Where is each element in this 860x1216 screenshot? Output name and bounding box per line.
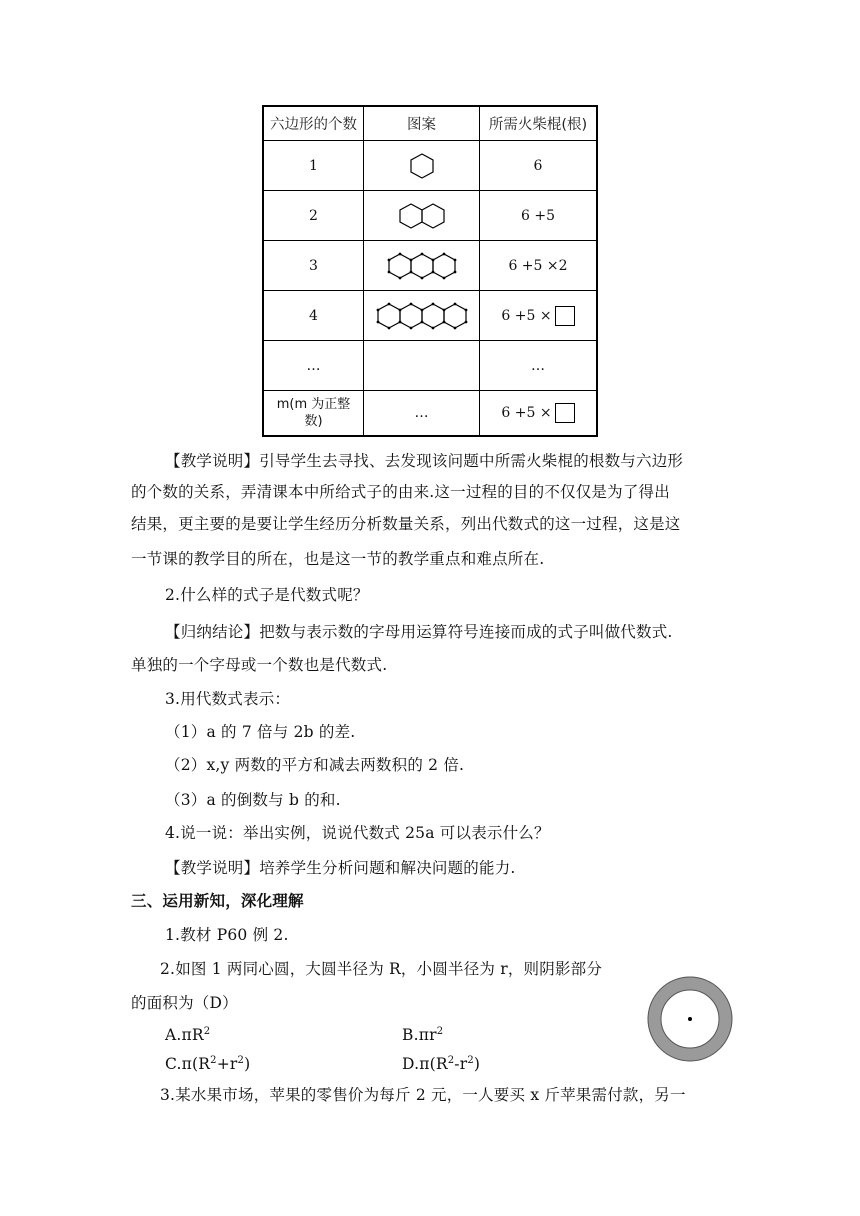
teaching-note-line: 结果，更主要的是要让学生经历分析数量关系，列出代数式的这一过程，这是这 bbox=[131, 515, 681, 533]
hexagon-4-icon bbox=[375, 301, 469, 331]
table-row bbox=[264, 341, 596, 391]
exercise-1: 1.教材 P60 例 2. bbox=[165, 926, 289, 944]
sticks-expression: 6 +5 × bbox=[501, 405, 552, 421]
teaching-note-line: 一节课的教学目的所在，也是这一节的教学重点和难点所在. bbox=[131, 550, 545, 568]
teaching-note-2: 【教学说明】培养学生分析问题和解决问题的能力. bbox=[165, 859, 516, 877]
hexagon-1-icon bbox=[407, 151, 437, 181]
matchstick-table bbox=[262, 105, 598, 437]
center-point bbox=[688, 1017, 692, 1021]
cell-sticks bbox=[480, 291, 596, 341]
header-pattern: 图案 bbox=[364, 107, 480, 141]
hexagon-pattern-3 bbox=[364, 241, 480, 291]
question-3: 3.用代数式表示： bbox=[165, 690, 291, 708]
exercise-3: 3.某水果市场，苹果的零售价为每斤 2 元，一人要买 x 斤苹果需付款，另一 bbox=[160, 1086, 686, 1104]
table-row bbox=[264, 391, 596, 437]
cell-count: 2 bbox=[264, 191, 364, 241]
option-c[interactable] bbox=[165, 1049, 250, 1080]
table-header-row bbox=[264, 105, 596, 141]
exercise-2-line: 2.如图 1 两同心圆，大圆半径为 R，小圆半径为 r，则阴影部分 bbox=[160, 960, 603, 978]
hexagon-2-icon bbox=[397, 201, 447, 231]
cell-count: 3 bbox=[264, 241, 364, 291]
table-row bbox=[264, 291, 596, 341]
cell-sticks: 6 bbox=[480, 141, 596, 191]
table-row bbox=[264, 141, 596, 191]
option-a-text: A.πR bbox=[165, 1026, 204, 1044]
concentric-circles-figure bbox=[645, 975, 735, 1065]
hexagon-pattern-2 bbox=[364, 191, 480, 241]
teaching-note-line: 的个数的关系，弄清课本中所给式子的由来.这一过程的目的不仅仅是为了得出 bbox=[131, 483, 670, 501]
cell-sticks bbox=[480, 391, 596, 437]
cell-pattern: … bbox=[364, 391, 480, 437]
question-3-item: （2）x,y 两数的平方和减去两数积的 2 倍. bbox=[165, 756, 465, 774]
option-d-text: -r bbox=[454, 1055, 468, 1073]
cell-sticks: 6 +5 ×2 bbox=[480, 241, 596, 291]
superscript: 2 bbox=[447, 1054, 455, 1066]
superscript: 2 bbox=[203, 1025, 211, 1037]
blank-box bbox=[555, 306, 575, 326]
header-sticks: 所需火柴棍(根) bbox=[480, 107, 596, 141]
conclusion-line: 单独的一个字母或一个数也是代数式. bbox=[131, 656, 388, 674]
question-4: 4.说一说：举出实例，说说代数式 25a 可以表示什么？ bbox=[165, 824, 550, 842]
hexagon-3-icon bbox=[386, 251, 458, 281]
question-3-item: （1）a 的 7 倍与 2b 的差. bbox=[165, 723, 356, 741]
superscript: 2 bbox=[436, 1025, 444, 1037]
hexagon-pattern-1 bbox=[364, 141, 480, 191]
option-b-text: B.πr bbox=[402, 1026, 437, 1044]
superscript: 2 bbox=[237, 1054, 245, 1066]
cell-count: 4 bbox=[264, 291, 364, 341]
cell-count: 1 bbox=[264, 141, 364, 191]
cell-sticks: 6 +5 bbox=[480, 191, 596, 241]
question-2: 2.什么样的式子是代数式呢？ bbox=[165, 586, 369, 604]
option-d-text: D.π(R bbox=[402, 1055, 448, 1073]
option-c-text: C.π(R bbox=[165, 1055, 211, 1073]
hexagon-pattern-4 bbox=[364, 291, 480, 341]
conclusion-line: 【归纳结论】把数与表示数的字母用运算符号连接而成的式子叫做代数式. bbox=[165, 623, 673, 641]
option-d-text: ) bbox=[473, 1055, 481, 1073]
header-count: 六边形的个数 bbox=[264, 107, 364, 141]
exercise-2-line: 的面积为（D） bbox=[131, 994, 238, 1012]
cell-count: … bbox=[264, 341, 364, 391]
section-heading: 三、运用新知，深化理解 bbox=[131, 892, 304, 910]
option-c-text: ) bbox=[244, 1055, 251, 1073]
sticks-expression: 6 +5 × bbox=[501, 307, 552, 324]
cell-pattern bbox=[364, 341, 480, 391]
option-a[interactable] bbox=[165, 1020, 210, 1051]
option-d[interactable] bbox=[402, 1049, 480, 1080]
superscript: 2 bbox=[467, 1054, 474, 1066]
superscript: 2 bbox=[210, 1054, 217, 1066]
cell-sticks: … bbox=[480, 341, 596, 391]
option-b[interactable] bbox=[402, 1020, 443, 1051]
blank-box bbox=[555, 403, 575, 423]
teaching-note-line: 【教学说明】引导学生去寻找、去发现该问题中所需火柴棍的根数与六边形 bbox=[165, 452, 684, 470]
table-row bbox=[264, 241, 596, 291]
option-c-text: +r bbox=[216, 1055, 238, 1073]
question-3-item: （3）a 的倒数与 b 的和. bbox=[165, 791, 341, 809]
cell-count: m(m 为正整数) bbox=[264, 391, 364, 437]
table-row bbox=[264, 191, 596, 241]
